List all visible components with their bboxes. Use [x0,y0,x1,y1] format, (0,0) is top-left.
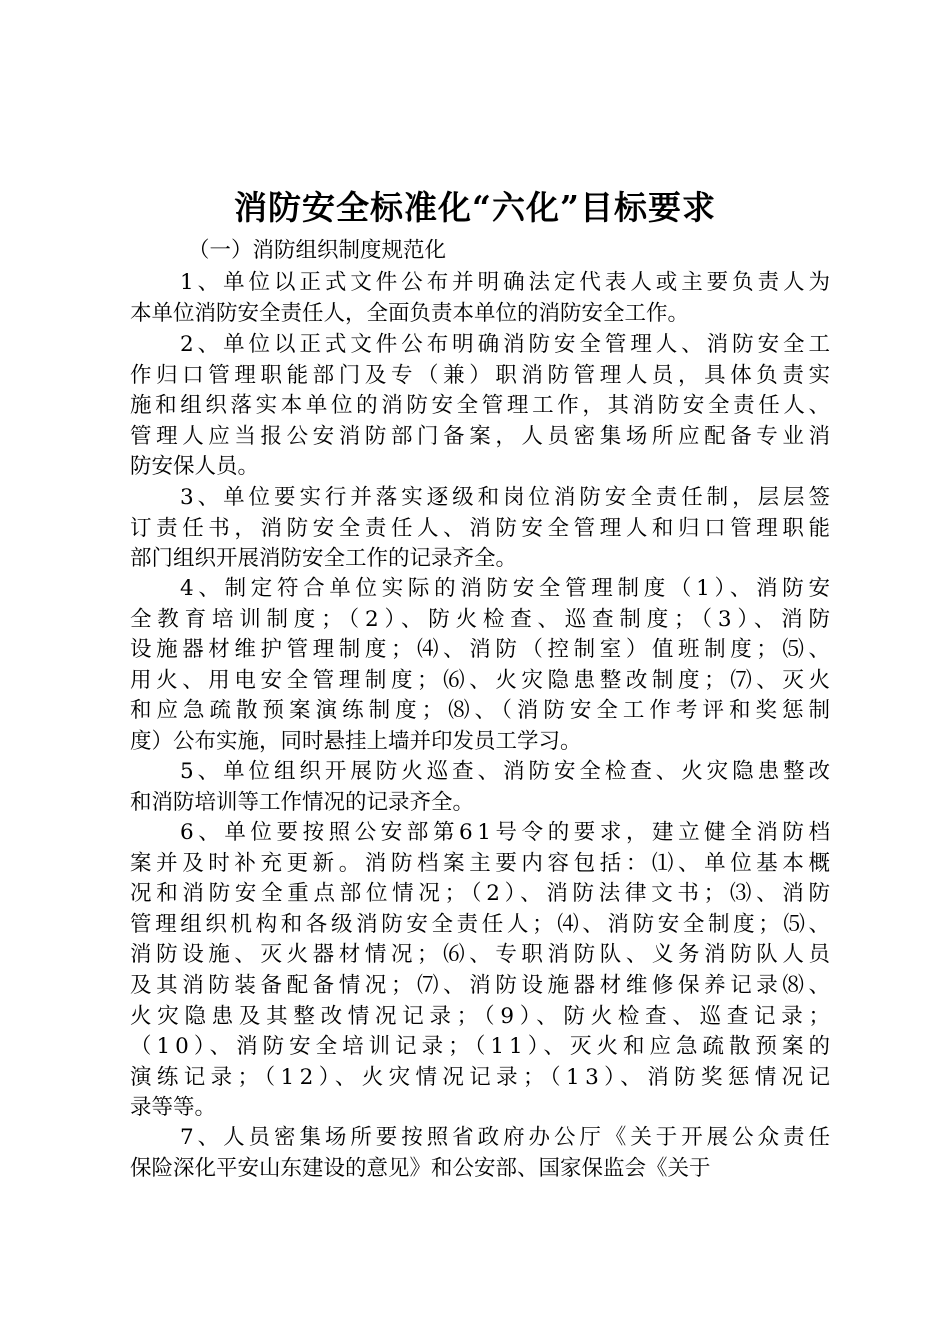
paragraph-line: 4、制定符合单位实际的消防安全管理制度（1）、消防安 [180,576,835,601]
paragraph-line: 用火、用电安全管理制度；⑹、火灾隐患整改制度；⑺、灭火 [130,667,835,693]
paragraph-line: 管理人应当报公安消防部门备案，人员密集场所应配备专业消 [130,423,835,449]
paragraph-line: 和消防培训等工作情况的记录齐全。 [130,789,475,815]
section-heading: （一）消防组织制度规范化 [188,238,447,263]
paragraph-line: 设施器材维护管理制度；⑷、消防（控制室）值班制度；⑸、 [130,637,835,663]
paragraph-line: 部门组织开展消防安全工作的记录齐全。 [130,546,518,572]
paragraph-line: 度）公布实施，同时悬挂上墙并印发员工学习。 [130,729,582,754]
paragraph-line: 录等等。 [130,1095,217,1121]
paragraph-line: 消防设施、灭火器材情况；⑹、专职消防队、义务消防队人员 [130,942,835,968]
paragraph-line: 5、单位组织开展防火巡查、消防安全检查、火灾隐患整改 [180,759,834,784]
paragraph-line: 案并及时补充更新。消防档案主要内容包括：⑴、单位基本概 [130,850,835,876]
paragraph-line: 3、单位要实行并落实逐级和岗位消防安全责任制，层层签 [180,485,834,510]
paragraph-line: 6、单位要按照公安部第61号令的要求，建立健全消防档 [180,820,835,845]
paragraph-line: 本单位消防安全责任人，全面负责本单位的消防安全工作。 [130,300,690,326]
document-title: 消防安全标准化“六化”目标要求 [234,188,716,227]
paragraph-line: 况和消防安全重点部位情况；（2）、消防法律文书；⑶、消防 [130,881,835,907]
paragraph-line: 火灾隐患及其整改情况记录；（9）、防火检查、巡查记录； [130,1003,836,1029]
paragraph-line: （10）、消防安全培训记录；（11）、灭火和应急疏散预案的 [130,1034,836,1060]
paragraph-line: 演练记录；（12）、火灾情况记录；（13）、消防奖惩情况记 [130,1064,836,1090]
paragraph-line: 及其消防装备配备情况；⑺、消防设施器材维修保养记录⑻、 [130,973,835,998]
paragraph-line: 防安保人员。 [130,454,260,480]
paragraph-line: 订责任书，消防安全责任人、消防安全管理人和归口管理职能 [130,515,835,541]
paragraph-line: 7、人员密集场所要按照省政府办公厅《关于开展公众责任 [180,1125,834,1150]
paragraph-line: 和应急疏散预案演练制度；⑻、（消防安全工作考评和奖惩制 [130,698,835,724]
paragraph-line: 1、单位以正式文件公布并明确法定代表人或主要负责人为 [180,270,834,295]
paragraph-line: 管理组织机构和各级消防安全责任人；⑷、消防安全制度；⑸、 [130,911,834,937]
paragraph-line: 全教育培训制度；（2）、防火检查、巡查制度；（3）、消防 [130,606,836,632]
paragraph-line: 施和组织落实本单位的消防安全管理工作，其消防安全责任人、 [130,393,834,419]
paragraph-line: 保险深化平安山东建设的意见》和公安部、国家保监会《关于 [130,1155,711,1181]
paragraph-line: 作归口管理职能部门及专（兼）职消防管理人员，具体负责实 [130,362,835,388]
paragraph-line: 2、单位以正式文件公布明确消防安全管理人、消防安全工 [180,332,834,357]
